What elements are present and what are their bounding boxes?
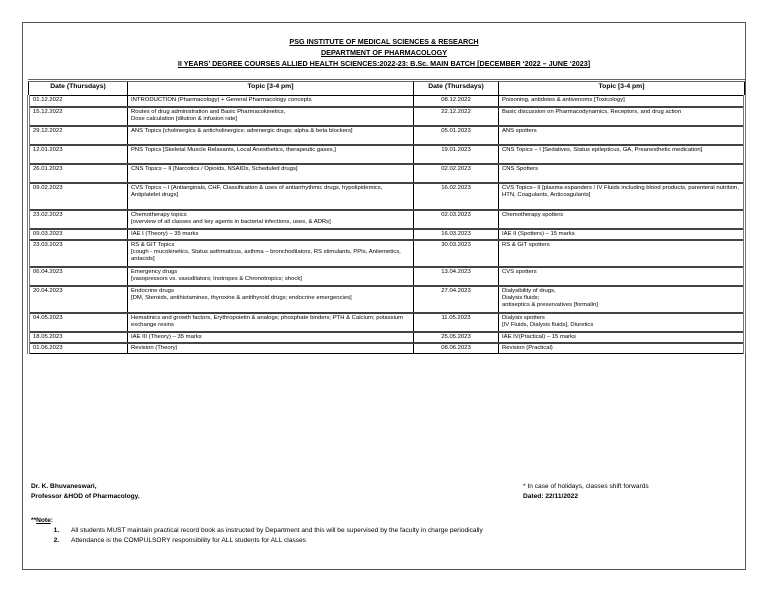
topic-cell: Dialysis spotters [IV Fluids, Dialysis fluids], Diuretics	[499, 313, 745, 332]
topic-cell: PNS Topics [Skeletal Muscle Relaxants, Local Anesthetics, therapeutic gases,]	[128, 145, 414, 164]
table-row	[29, 229, 745, 240]
date-cell: 02.02.2023	[414, 164, 499, 183]
topic-cell: Revision (Practical)	[499, 343, 745, 354]
table-row	[29, 313, 745, 332]
date-cell: 15.12.2022	[29, 107, 128, 126]
topic-cell: Chemotherapy topics [overview of all classes and key agents in bacterial infections, uses, & ADRs]	[128, 210, 414, 229]
date-cell: 29.12.2022	[29, 126, 128, 145]
institute-name: PSG INSTITUTE OF MEDICAL SCIENCES & RESEARCH	[289, 37, 479, 46]
table-row	[29, 164, 745, 183]
date-cell: 16.03.2023	[414, 229, 499, 240]
dated-text: Dated: 22/11/2022	[523, 492, 578, 500]
note-list	[31, 526, 483, 546]
topic-cell: CVS spotters	[499, 267, 745, 286]
document-header	[23, 36, 745, 69]
table-row	[29, 145, 745, 164]
notes-section	[31, 516, 483, 546]
date-cell: 12.01.2023	[29, 145, 128, 164]
date-cell: 01.06.2023	[29, 343, 128, 354]
topic-cell: IAE IV(Practical) – 15 marks	[499, 332, 745, 343]
signatory-name: Dr. K. Bhuvaneswari,	[31, 483, 97, 490]
signatory-title: Professor &HOD of Pharmacology.	[31, 492, 140, 500]
date-cell: 27.04.2023	[414, 286, 499, 313]
topic-cell: CNS Topics – II [Narcotics / Opioids, NSAIDs, Scheduled drugs]	[128, 164, 414, 183]
table-row	[29, 332, 745, 343]
table-row	[29, 240, 745, 267]
date-cell: 16.02.2023	[414, 183, 499, 210]
topic-cell: Poisoning, antidotes & antivenoms [Toxicology]	[499, 96, 745, 107]
topic-cell: Dialysibility of drugs, Dialysis fluids; antiseptics & preservatives [formalin]	[499, 286, 745, 313]
topic-cell: CNS Topics – I [Sedatives, Status epilepticus, GA, Preanesthetic medication]	[499, 145, 745, 164]
topic-cell: ANS Topics [cholinergics & anticholinergics; adrenergic drugs; alpha & beta blockers]	[128, 126, 414, 145]
date-cell: 19.01.2023	[414, 145, 499, 164]
date-cell: 30.03.2023	[414, 240, 499, 267]
topic-cell: Basic discussion on Pharmacodynamics, Receptors, and drug action	[499, 107, 745, 126]
course-title: II YEARS’ DEGREE COURSES ALLIED HEALTH SCIENCES:2022-23: B.Sc. MAIN BATCH [DECEMBER ‘2022 – JUNE ‘2023]	[177, 59, 591, 68]
date-cell: 23.02.2023	[29, 210, 128, 229]
date-cell: 25.05.2023	[414, 332, 499, 343]
date-cell: 08.12.2022	[414, 96, 499, 107]
topic-cell: CVS Topics – I [Antianginals, CHF, Classification & uses of antiarrhythmic drugs, hypolipidemics, Antiplatelet drugs]	[128, 183, 414, 210]
table-row	[29, 183, 745, 210]
schedule-table	[27, 79, 746, 354]
topic-cell: IAE II (Spotters) – 15 marks	[499, 229, 745, 240]
date-cell: 05.01.2023	[414, 126, 499, 145]
topic-cell: Revision (Theory)	[128, 343, 414, 354]
table-row	[29, 343, 745, 354]
department-name: DEPARTMENT OF PHARMACOLOGY	[320, 48, 448, 57]
note-label: **Note:	[31, 517, 53, 524]
date-cell: 13.04.2023	[414, 267, 499, 286]
date-cell: 26.01.2023	[29, 164, 128, 183]
topic-cell: Emergency drugs [vasopressors vs. vasodilators; Inotropes & Chronotropics; shock]	[128, 267, 414, 286]
topic-cell: ANS spotters	[499, 126, 745, 145]
topic-cell: INTRODUCTION (Pharmacology) + General Pharmacology concepts	[128, 96, 414, 107]
date-cell: 04.05.2023	[29, 313, 128, 332]
column-header-date-1: Date (Thursdays)	[29, 81, 128, 96]
date-cell: 18.05.2023	[29, 332, 128, 343]
date-cell: 22.12.2022	[414, 107, 499, 126]
note-item: 1. All students MUST maintain practical record book as instructed by Department and this will be supervised by the faculty in charge periodically	[61, 526, 483, 536]
topic-cell: IAE III (Theory) – 35 marks	[128, 332, 414, 343]
topic-cell: Hematinics and growth factors, Erythropoietin & analogs; phosphate binders; PTH & Calcium; potassium exchange resins	[128, 313, 414, 332]
table-header-row	[29, 81, 745, 96]
topic-cell: RS & GIT Topics [cough - mucokinetics, Status asthmaticus, asthma – bronchodilators, RS stimulants, PPIs, Antiemetics, antacids]	[128, 240, 414, 267]
date-cell: 02.03.2023	[414, 210, 499, 229]
date-cell: 01.12.2022	[29, 96, 128, 107]
date-cell: 11.05.2023	[414, 313, 499, 332]
topic-cell: Endocrine drugs [DM, Steroids, antihistamines, thyroxine & antithyroid drugs; endocrine emergencies]	[128, 286, 414, 313]
date-cell: 09.03.2023	[29, 229, 128, 240]
table-row	[29, 126, 745, 145]
topic-cell: CNS Spotters	[499, 164, 745, 183]
date-cell: 06.04.2023	[29, 267, 128, 286]
column-header-topic-2: Topic [3-4 pm]	[499, 81, 745, 96]
date-cell: 08.06.2023	[414, 343, 499, 354]
topic-cell: IAE I (Theory) – 35 marks	[128, 229, 414, 240]
date-block	[523, 482, 649, 501]
date-cell: 09.02.2023	[29, 183, 128, 210]
column-header-date-2: Date (Thursdays)	[414, 81, 499, 96]
table-row	[29, 96, 745, 107]
date-cell: 23.03.2023	[29, 240, 128, 267]
topic-cell: CVS Topics– II [plasma expanders / IV Fluids including blood products, parenteral nutrition, HTN, Coagulants, Anticoagulants]	[499, 183, 745, 210]
topic-cell: RS & GIT spotters	[499, 240, 745, 267]
holiday-note: * In case of holidays, classes shift forwards	[523, 483, 649, 490]
table-row	[29, 286, 745, 313]
document-page	[22, 22, 746, 570]
topic-cell: Chemotherapy spotters	[499, 210, 745, 229]
topic-cell: Routes of drug administration and Basic Pharmacokinetics, Dose calculation [dilution & infusion rate]	[128, 107, 414, 126]
table-row	[29, 210, 745, 229]
note-item: 2. Attendance is the COMPULSORY responsibility for ALL students for ALL classes	[61, 536, 483, 546]
table-row	[29, 107, 745, 126]
column-header-topic-1: Topic [3-4 pm]	[128, 81, 414, 96]
date-cell: 20.04.2023	[29, 286, 128, 313]
table-row	[29, 267, 745, 286]
